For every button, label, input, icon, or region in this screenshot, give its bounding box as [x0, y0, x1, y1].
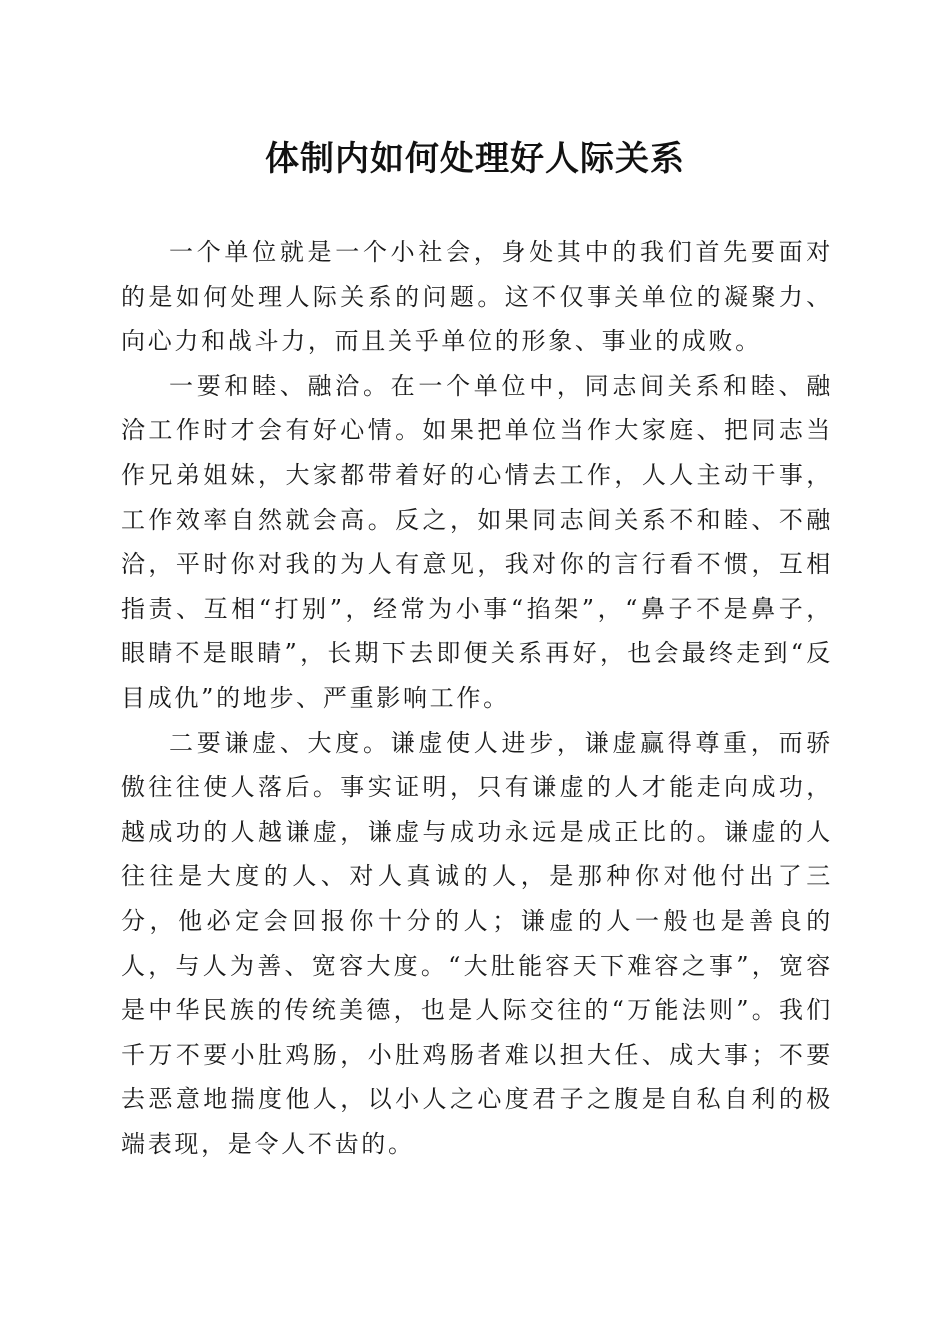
paragraph-harmony: 一要和睦、融洽。在一个单位中，同志间关系和睦、融洽工作时才会有好心情。如果把单位当作大家庭、把同志当作兄弟姐妹，大家都带着好的心情去工作，人人主动干事，工作效率自然就会高。反之，如果同志间关系不和睦、不融洽，平时你对我的为人有意见，我对你的言行看不惯，互相指责、互相“打别”，经常为小事“掐架”，“鼻子不是鼻子，眼睛不是眼睛”，长期下去即便关系再好，也会最终走到“反目成仇”的地步、严重影响工作。 [121, 371, 833, 712]
paragraph-modesty: 二要谦虚、大度。谦虚使人进步，谦虚赢得尊重，而骄傲往往使人落后。事实证明，只有谦虚的人才能走向成功，越成功的人越谦虚，谦虚与成功永远是成正比的。谦虚的人往往是大度的人、对人真诚的人，是那种你对他付出了三分，他必定会回报你十分的人；谦虚的人一般也是善良的人，与人为善、宽容大度。“大肚能容天下难容之事”，宽容是中华民族的传统美德，也是人际交往的“万能法则”。我们千万不要小肚鸡肠，小肚鸡肠者难以担大任、成大事；不要去恶意地揣度他人，以小人之心度君子之腹是自私自利的极端表现，是令人不齿的。 [121, 728, 833, 1158]
paragraph-intro: 一个单位就是一个小社会，身处其中的我们首先要面对的是如何处理人际关系的问题。这不仅事关单位的凝聚力、向心力和战斗力，而且关乎单位的形象、事业的成败。 [121, 238, 833, 356]
document-body [121, 230, 833, 1166]
document-title: 体制内如何处理好人际关系 [265, 139, 685, 179]
